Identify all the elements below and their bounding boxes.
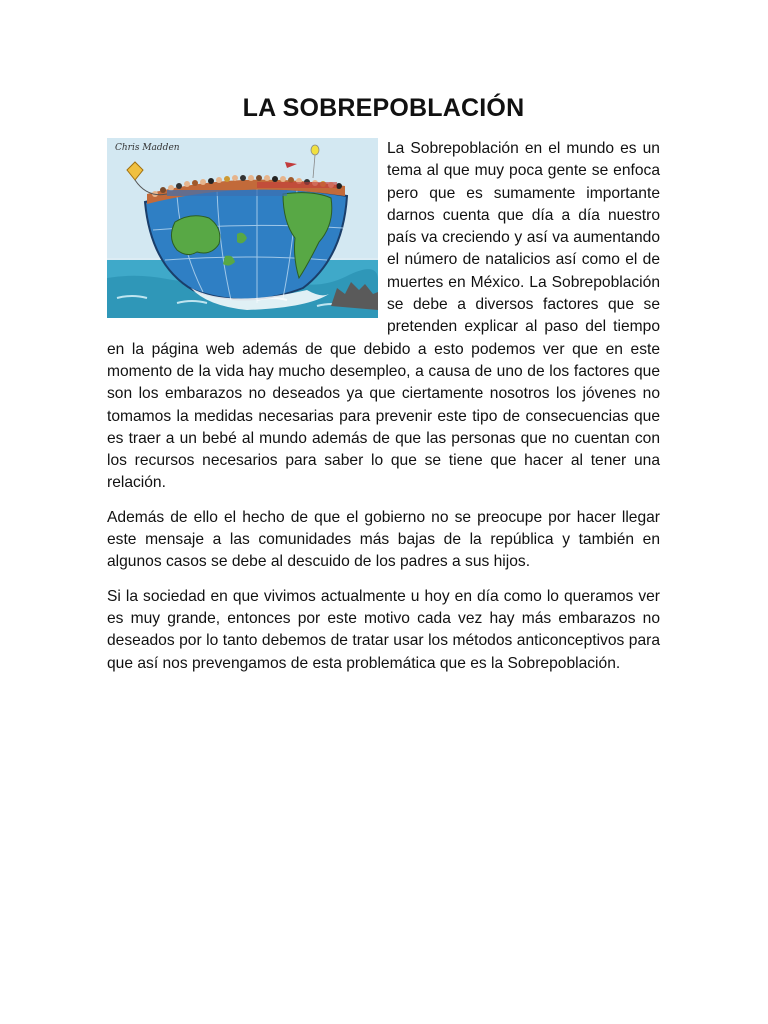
- paragraph-2: Además de ello el hecho de que el gobierno no se preocupe por hacer llegar este mensaje a las comunidades más bajas de la república y también en algunos casos se debe al descuido de los padres a sus hijos.: [107, 508, 660, 571]
- page-title: LA SOBREPOBLACIÓN: [242, 94, 525, 122]
- paragraph-3: Si la sociedad en que vivimos actualmente u hoy en día como lo queramos ver es muy grande, entonces por este motivo cada vez hay más embarazos no deseados por lo tanto debemos de tratar usar los métodos anticonceptivos para que así nos prevengamos de esta problemática que es la Sobrepoblación.: [107, 587, 660, 672]
- cartoon-signature: Chris Madden: [115, 143, 180, 153]
- paragraph-1: La Sobrepoblación en el mundo es un tema al que muy poca gente se enfoca pero que es sumamente importante darnos cuenta que día a día nuestro país va creciendo y así va aumentando el número de natalicios así como el de muertes en México. La Sobrepoblación se debe a diversos factores que se pretenden explicar al paso del tiempo en la página web además de que debido a esto podemos ver que en este momento de la vida hay mucho desempleo, a causa de uno de los factores que son los embarazos no deseados ya que ciertamente nosotros los jóvenes no tomamos la medidas necesarias para prevenir este tipo de consecuencias que es traer a un bebé al mundo además de que las personas que no cuentan con los recursos necesarios para saber lo que se tiene que hacer al tener una relación.: [107, 140, 660, 492]
- overpopulated-earth-cartoon-icon: [107, 138, 378, 318]
- document-page: [107, 92, 660, 687]
